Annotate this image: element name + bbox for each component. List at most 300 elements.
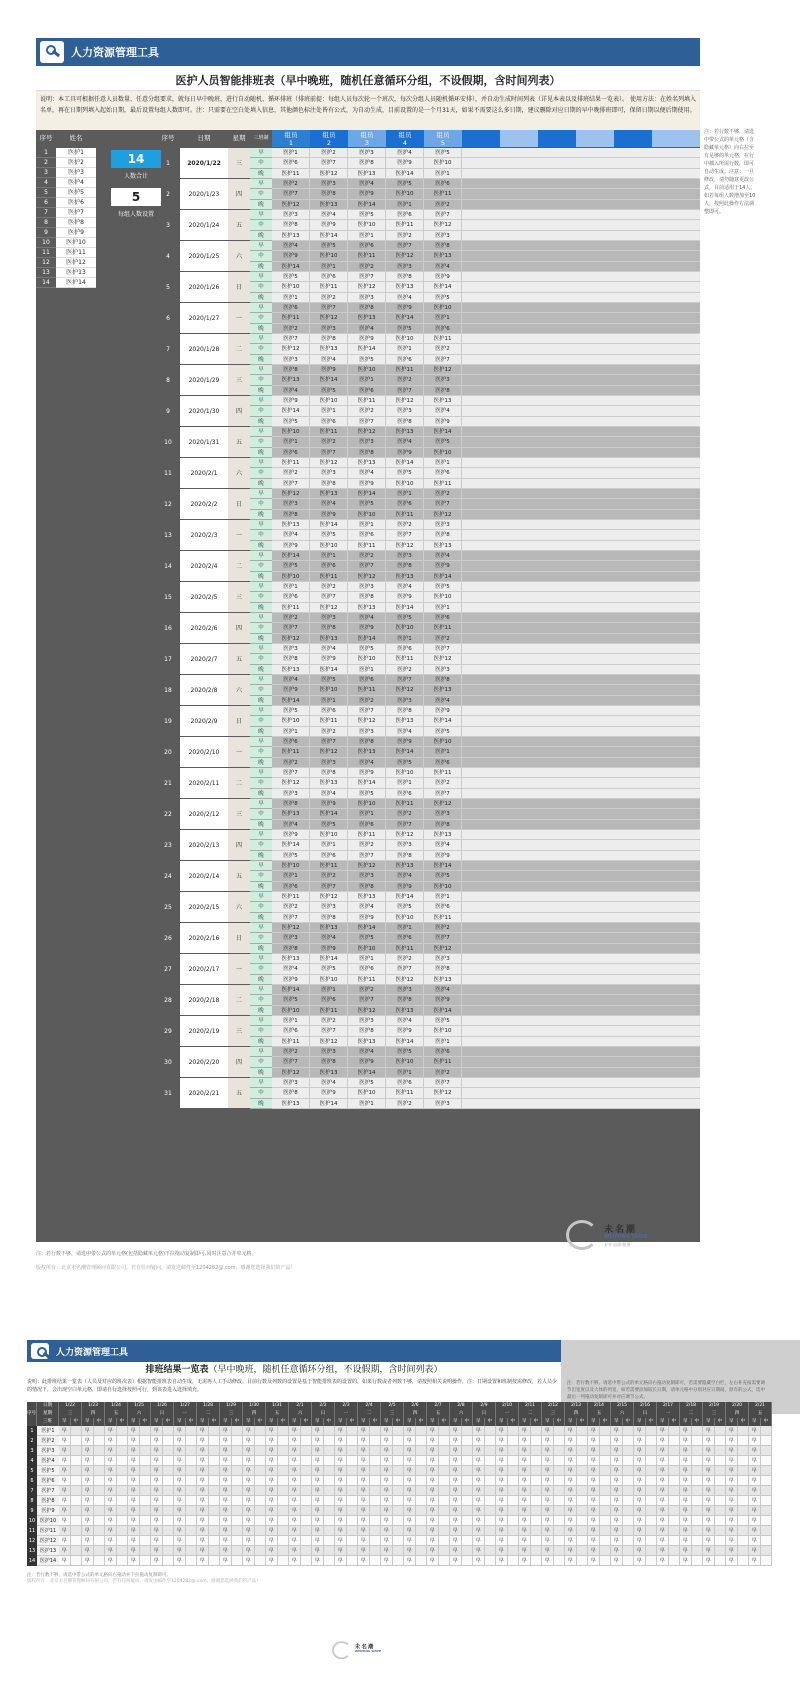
- shift-row: [272, 1037, 700, 1047]
- day-block: [156, 985, 700, 1016]
- result-cell: [439, 1496, 451, 1506]
- assignment-cell: 医护4: [424, 551, 462, 561]
- empty-cell: [462, 303, 700, 313]
- assignment-cell: 医护11: [348, 975, 386, 985]
- day-date[interactable]: 2020/1/29: [180, 365, 228, 395]
- assignment-cell: 医护3: [272, 644, 310, 654]
- day-date[interactable]: 2020/2/16: [180, 923, 228, 953]
- day-date[interactable]: 2020/2/11: [180, 768, 228, 798]
- result-cell: [761, 1556, 773, 1566]
- shift-label: 中: [250, 871, 272, 881]
- result-cell: 早: [105, 1496, 117, 1506]
- result-cell: 早: [358, 1436, 370, 1446]
- header-group-10: [614, 130, 652, 147]
- result-cell: 早: [680, 1446, 692, 1456]
- result-cell: 早: [381, 1446, 393, 1456]
- assignment-cell: 医护9: [310, 944, 348, 954]
- day-date[interactable]: 2020/2/12: [180, 799, 228, 829]
- result-cell: 早: [220, 1446, 232, 1456]
- name-row: [36, 158, 96, 168]
- result-cell: 早: [220, 1556, 232, 1566]
- result-cell: [485, 1456, 497, 1466]
- assignment-cell: 医护11: [348, 396, 386, 406]
- result-cell: [301, 1476, 313, 1486]
- result-shift: 中: [209, 1418, 221, 1426]
- header-group-1: 组员 1: [272, 130, 310, 147]
- assignment-cell: 医护5: [386, 468, 424, 478]
- day-date[interactable]: 2020/2/8: [180, 675, 228, 705]
- shift-label: 中: [250, 1026, 272, 1036]
- name-cell[interactable]: 医护1: [56, 148, 96, 158]
- empty-cell: [462, 365, 700, 375]
- result-week: 六: [450, 1410, 473, 1418]
- empty-cell: [462, 530, 700, 540]
- assignment-cell: 医护5: [386, 758, 424, 768]
- result-cell: 早: [266, 1426, 278, 1436]
- assignment-cell: 医护13: [386, 716, 424, 726]
- result-cell: 早: [749, 1476, 761, 1486]
- result-cell: [715, 1436, 727, 1446]
- shift-label: 早: [250, 396, 272, 406]
- result-cell: [646, 1486, 658, 1496]
- result-cell: [531, 1456, 543, 1466]
- day-date[interactable]: 2020/1/28: [180, 334, 228, 364]
- assignment-cell: 医护4: [348, 179, 386, 189]
- result-shift: 早: [657, 1418, 669, 1426]
- day-date[interactable]: 2020/1/25: [180, 241, 228, 271]
- result-cell: 早: [151, 1486, 163, 1496]
- empty-cell: [462, 582, 700, 592]
- name-row: [36, 268, 96, 278]
- result-cell: 早: [749, 1526, 761, 1536]
- assignment-cell: 医护2: [424, 634, 462, 644]
- name-cell[interactable]: 医护2: [56, 158, 96, 168]
- shift-row: [272, 313, 700, 323]
- assignment-cell: 医护12: [424, 799, 462, 809]
- assignment-cell: 医护10: [310, 396, 348, 406]
- result-cell: 早: [174, 1526, 186, 1536]
- name-cell[interactable]: 医护6: [56, 198, 96, 208]
- name-cell[interactable]: 医护7: [56, 208, 96, 218]
- result-cell: 早: [243, 1446, 255, 1456]
- day-date[interactable]: 2020/1/31: [180, 427, 228, 457]
- result-cell: 早: [151, 1466, 163, 1476]
- assignment-cell: 医护1: [348, 665, 386, 675]
- result-cell: [669, 1546, 681, 1556]
- result-cell: 早: [427, 1496, 439, 1506]
- result-cell: 早: [59, 1466, 71, 1476]
- shift-row: [272, 747, 700, 757]
- result-row-seq: 8: [27, 1496, 37, 1506]
- result-cell: [531, 1496, 543, 1506]
- result-cell: [232, 1546, 244, 1556]
- result-cell: [255, 1476, 267, 1486]
- day-date[interactable]: 2020/1/23: [180, 179, 228, 209]
- assignment-cell: 医护5: [424, 148, 462, 158]
- day-date[interactable]: 2020/2/19: [180, 1016, 228, 1046]
- day-date[interactable]: 2020/2/17: [180, 954, 228, 984]
- day-date[interactable]: 2020/2/7: [180, 644, 228, 674]
- result-cell: [71, 1466, 83, 1476]
- day-date[interactable]: 2020/2/15: [180, 892, 228, 922]
- assignment-cell: 医护9: [272, 830, 310, 840]
- result-cell: [301, 1556, 313, 1566]
- shift-row: [272, 262, 700, 272]
- result-cell: 早: [749, 1426, 761, 1436]
- result-cell: [485, 1536, 497, 1546]
- result-cell: [347, 1426, 359, 1436]
- assignment-cell: 医护9: [348, 334, 386, 344]
- result-week: 二: [680, 1410, 703, 1418]
- assignment-cell: 医护7: [310, 158, 348, 168]
- assignment-cell: 医护13: [424, 396, 462, 406]
- assignment-cell: 医护8: [424, 964, 462, 974]
- assignment-cell: 医护5: [310, 675, 348, 685]
- result-cell: 早: [588, 1476, 600, 1486]
- name-cell[interactable]: 医护14: [56, 278, 96, 288]
- result-week: 四: [243, 1410, 266, 1418]
- empty-cell: [462, 789, 700, 799]
- result-cell: [761, 1436, 773, 1446]
- result-cell: 早: [59, 1526, 71, 1536]
- name-cell[interactable]: 医护12: [56, 258, 96, 268]
- shift-row: [272, 871, 700, 881]
- assignment-cell: 医护9: [348, 768, 386, 778]
- day-date[interactable]: 2020/2/21: [180, 1078, 228, 1108]
- day-date[interactable]: 2020/1/26: [180, 272, 228, 302]
- shift-label: 早: [250, 241, 272, 251]
- name-cell[interactable]: 医护10: [56, 238, 96, 248]
- result-cell: [209, 1516, 221, 1526]
- result-cell: [209, 1436, 221, 1446]
- result-shift: 中: [761, 1418, 773, 1426]
- day-week: 五: [228, 427, 250, 457]
- name-row: [36, 238, 96, 248]
- result-cell: 早: [473, 1526, 485, 1536]
- assignment-cell: 医护11: [310, 572, 348, 582]
- result-cell: 早: [611, 1526, 623, 1536]
- name-cell[interactable]: 医护11: [56, 248, 96, 258]
- result-cell: 早: [726, 1436, 738, 1446]
- assignment-cell: 医护12: [386, 975, 424, 985]
- day-block: [156, 458, 700, 489]
- assignment-cell: 医护10: [272, 572, 310, 582]
- empty-cell: [462, 458, 700, 468]
- assignment-cell: 医护7: [424, 644, 462, 654]
- assignment-cell: 医护7: [424, 355, 462, 365]
- result-shift: 中: [370, 1418, 382, 1426]
- shift-row: [272, 1099, 700, 1109]
- result-cell: 早: [749, 1436, 761, 1446]
- assignment-cell: 医护12: [424, 365, 462, 375]
- result-cell: [623, 1506, 635, 1516]
- name-cell[interactable]: 医护3: [56, 168, 96, 178]
- result-shift: 早: [565, 1418, 577, 1426]
- result-date: 2/4: [358, 1402, 381, 1410]
- day-date[interactable]: 2020/1/30: [180, 396, 228, 426]
- result-cell: [508, 1536, 520, 1546]
- assignment-cell: 医护1: [272, 437, 310, 447]
- result-cell: [439, 1476, 451, 1486]
- assignment-cell: 医护13: [424, 975, 462, 985]
- result-cell: [393, 1436, 405, 1446]
- result-cell: [232, 1446, 244, 1456]
- day-date[interactable]: 2020/1/24: [180, 210, 228, 240]
- assignment-cell: 医护7: [348, 272, 386, 282]
- result-cell: 早: [565, 1466, 577, 1476]
- empty-cell: [462, 241, 700, 251]
- result-cell: [117, 1546, 129, 1556]
- day-date[interactable]: 2020/2/1: [180, 458, 228, 488]
- result-cell: [209, 1546, 221, 1556]
- empty-cell: [462, 830, 700, 840]
- result-cell: 早: [358, 1476, 370, 1486]
- result-cell: [508, 1516, 520, 1526]
- result-row-name: 医护13: [37, 1546, 59, 1556]
- day-date[interactable]: 2020/2/6: [180, 613, 228, 643]
- name-cell[interactable]: 医护9: [56, 228, 96, 238]
- result-shift: 中: [393, 1418, 405, 1426]
- result-cell: 早: [220, 1536, 232, 1546]
- result-week: 二: [519, 1410, 542, 1418]
- day-date[interactable]: 2020/2/3: [180, 520, 228, 550]
- day-seq: 28: [164, 997, 172, 1004]
- result-cell: 早: [726, 1486, 738, 1496]
- result-cell: 早: [266, 1486, 278, 1496]
- result-cell: [370, 1496, 382, 1506]
- result-side-note: 注：若行数不够，请选中带公式的单元格向右拖动复制即可，若需要隐藏空白栏，左右补充按需要调节出宽度以及大体的列宽，如若需要添加较长日期，请单元格中分别对应日期间，原有的公式，选中最后一列拖动复制即可并对应调节公式。: [567, 1381, 765, 1400]
- assignment-cell: 医护10: [386, 334, 424, 344]
- group-size-value[interactable]: 5: [111, 188, 161, 206]
- assignment-cell: 医护3: [424, 375, 462, 385]
- assignment-cell: 医护2: [424, 1068, 462, 1078]
- result-cell: 早: [634, 1486, 646, 1496]
- result-cell: 早: [312, 1536, 324, 1546]
- assignment-cell: 医护9: [424, 995, 462, 1005]
- result-cell: 早: [657, 1426, 669, 1436]
- result-shift: 中: [439, 1418, 451, 1426]
- day-date[interactable]: 2020/2/10: [180, 737, 228, 767]
- name-cell[interactable]: 医护5: [56, 188, 96, 198]
- assignment-cell: 医护7: [310, 737, 348, 747]
- assignment-cell: 医护5: [272, 851, 310, 861]
- assignment-cell: 医护10: [424, 448, 462, 458]
- day-date[interactable]: 2020/2/4: [180, 551, 228, 581]
- result-cell: [738, 1556, 750, 1566]
- empty-cell: [462, 613, 700, 623]
- result-row-seq: 3: [27, 1446, 37, 1456]
- result-cell: [370, 1556, 382, 1566]
- shift-row: [272, 417, 700, 427]
- shift-labels: [250, 334, 272, 364]
- result-cell: 早: [335, 1476, 347, 1486]
- result-cell: 早: [358, 1536, 370, 1546]
- result-cell: [554, 1556, 566, 1566]
- result-cell: 早: [611, 1456, 623, 1466]
- result-cell: [554, 1536, 566, 1546]
- shift-label: 晚: [250, 1099, 272, 1109]
- result-cell: [738, 1436, 750, 1446]
- shift-labels: [250, 396, 272, 426]
- assignment-cell: 医护13: [272, 954, 310, 964]
- result-cell: [324, 1526, 336, 1536]
- result-cell: [692, 1456, 704, 1466]
- result-cell: [94, 1516, 106, 1526]
- result-cell: [761, 1516, 773, 1526]
- result-cell: [301, 1496, 313, 1506]
- day-week: 一: [228, 520, 250, 550]
- name-cell[interactable]: 医护4: [56, 178, 96, 188]
- result-cell: 早: [680, 1506, 692, 1516]
- empty-cell: [462, 386, 700, 396]
- day-date[interactable]: 2020/1/22: [180, 148, 228, 178]
- day-block: [156, 1078, 700, 1109]
- result-cell: 早: [427, 1546, 439, 1556]
- result-cell: 早: [657, 1456, 669, 1466]
- shift-label: 晚: [250, 1068, 272, 1078]
- assignment-cell: 医护4: [424, 840, 462, 850]
- day-date[interactable]: 2020/2/20: [180, 1047, 228, 1077]
- result-cell: [117, 1456, 129, 1466]
- assignment-cell: 医护4: [386, 582, 424, 592]
- result-shift: 中: [140, 1418, 152, 1426]
- result-row-name: 医护2: [37, 1436, 59, 1446]
- day-date[interactable]: 2020/2/13: [180, 830, 228, 860]
- day-date[interactable]: 2020/2/18: [180, 985, 228, 1015]
- result-cell: [186, 1426, 198, 1436]
- day-week: 三: [228, 148, 250, 178]
- result-cell: 早: [197, 1556, 209, 1566]
- result-cell: [715, 1466, 727, 1476]
- shift-row: [272, 189, 700, 199]
- result-cell: [600, 1496, 612, 1506]
- shift-label: 中: [250, 933, 272, 943]
- assignment-cell: 医护6: [424, 613, 462, 623]
- day-week: 三: [228, 799, 250, 829]
- assignment-cell: 医护13: [272, 520, 310, 530]
- result-cell: 早: [128, 1486, 140, 1496]
- result-cell: 早: [634, 1436, 646, 1446]
- result-cell: [531, 1516, 543, 1526]
- result-cell: [692, 1506, 704, 1516]
- shift-cells: [272, 1016, 700, 1046]
- result-week: 六: [611, 1410, 634, 1418]
- result-cell: [508, 1436, 520, 1446]
- assignment-cell: 医护6: [310, 561, 348, 571]
- empty-cell: [462, 1016, 700, 1026]
- shift-label: 中: [250, 840, 272, 850]
- result-shift: 中: [715, 1418, 727, 1426]
- result-cell: 早: [151, 1506, 163, 1516]
- day-week: 四: [228, 613, 250, 643]
- assignment-cell: 医护10: [424, 158, 462, 168]
- result-cell: [278, 1476, 290, 1486]
- day-date[interactable]: 2020/2/2: [180, 489, 228, 519]
- result-cell: [370, 1506, 382, 1516]
- result-cell: [554, 1496, 566, 1506]
- assignment-cell: 医护5: [348, 499, 386, 509]
- name-cell[interactable]: 医护8: [56, 218, 96, 228]
- result-cell: [278, 1486, 290, 1496]
- result-week: 四: [82, 1410, 105, 1418]
- assignment-cell: 医护7: [348, 417, 386, 427]
- assignment-cell: 医护12: [272, 1068, 310, 1078]
- assignment-cell: 医护14: [386, 1037, 424, 1047]
- result-shift: 早: [473, 1418, 485, 1426]
- result-cell: 早: [197, 1486, 209, 1496]
- result-cell: [646, 1496, 658, 1506]
- result-cell: 早: [473, 1496, 485, 1506]
- shift-row: [272, 789, 700, 799]
- result-cell: 早: [105, 1556, 117, 1566]
- assignment-cell: 医护1: [348, 520, 386, 530]
- result-cell: 早: [82, 1446, 94, 1456]
- result-cell: 早: [289, 1506, 301, 1516]
- result-cell: [324, 1486, 336, 1496]
- assignment-cell: 医护14: [348, 923, 386, 933]
- name-cell[interactable]: 医护13: [56, 268, 96, 278]
- result-cell: [692, 1546, 704, 1556]
- result-cell: 早: [427, 1446, 439, 1456]
- day-date[interactable]: 2020/1/27: [180, 303, 228, 333]
- assignment-cell: 医护8: [272, 510, 310, 520]
- empty-cell: [462, 251, 700, 261]
- day-date[interactable]: 2020/2/9: [180, 706, 228, 736]
- shift-label: 中: [250, 499, 272, 509]
- day-date[interactable]: 2020/2/5: [180, 582, 228, 612]
- result-footer-note: 注：若行数不够，请选中带公式的单元格向右拖动并下拉拖动复制即可。: [27, 1573, 171, 1578]
- shift-label: 晚: [250, 293, 272, 303]
- assignment-cell: 医护10: [348, 1088, 386, 1098]
- result-shift: 早: [197, 1418, 209, 1426]
- result-cell: 早: [519, 1436, 531, 1446]
- result-cell: [485, 1526, 497, 1536]
- assignment-cell: 医护14: [386, 458, 424, 468]
- result-cell: [623, 1426, 635, 1436]
- result-cell: [301, 1456, 313, 1466]
- day-date[interactable]: 2020/2/14: [180, 861, 228, 891]
- result-cell: [347, 1546, 359, 1556]
- shift-label: 中: [250, 189, 272, 199]
- name-row: [36, 258, 96, 268]
- total-value[interactable]: 14: [111, 150, 161, 168]
- result-cell: 早: [105, 1446, 117, 1456]
- result-cell: [439, 1466, 451, 1476]
- name-seq: 7: [36, 208, 56, 218]
- shift-cells: [272, 148, 700, 178]
- result-cell: [531, 1436, 543, 1446]
- result-cell: [554, 1426, 566, 1436]
- result-cell: [485, 1486, 497, 1496]
- empty-cell: [462, 758, 700, 768]
- assignment-cell: 医护3: [272, 355, 310, 365]
- result-footer-copyright: 版权所有：北京未名潮管理顾问有限公司，若有任何疑问，请发送邮件至1204282@.com，感谢您选择我们的产品！: [27, 1579, 261, 1584]
- result-cell: [738, 1486, 750, 1496]
- assignment-cell: 医护1: [424, 747, 462, 757]
- result-cell: 早: [59, 1546, 71, 1556]
- result-cell: 早: [266, 1446, 278, 1456]
- shift-row: [272, 1068, 700, 1078]
- assignment-cell: 医护11: [272, 169, 310, 179]
- day-week: 一: [228, 737, 250, 767]
- assignment-cell: 医护9: [348, 623, 386, 633]
- result-cell: 早: [312, 1496, 324, 1506]
- result-cell: [324, 1436, 336, 1446]
- assignment-cell: 医护5: [348, 933, 386, 943]
- result-cell: [232, 1516, 244, 1526]
- result-cell: [554, 1506, 566, 1516]
- assignment-cell: 医护14: [386, 313, 424, 323]
